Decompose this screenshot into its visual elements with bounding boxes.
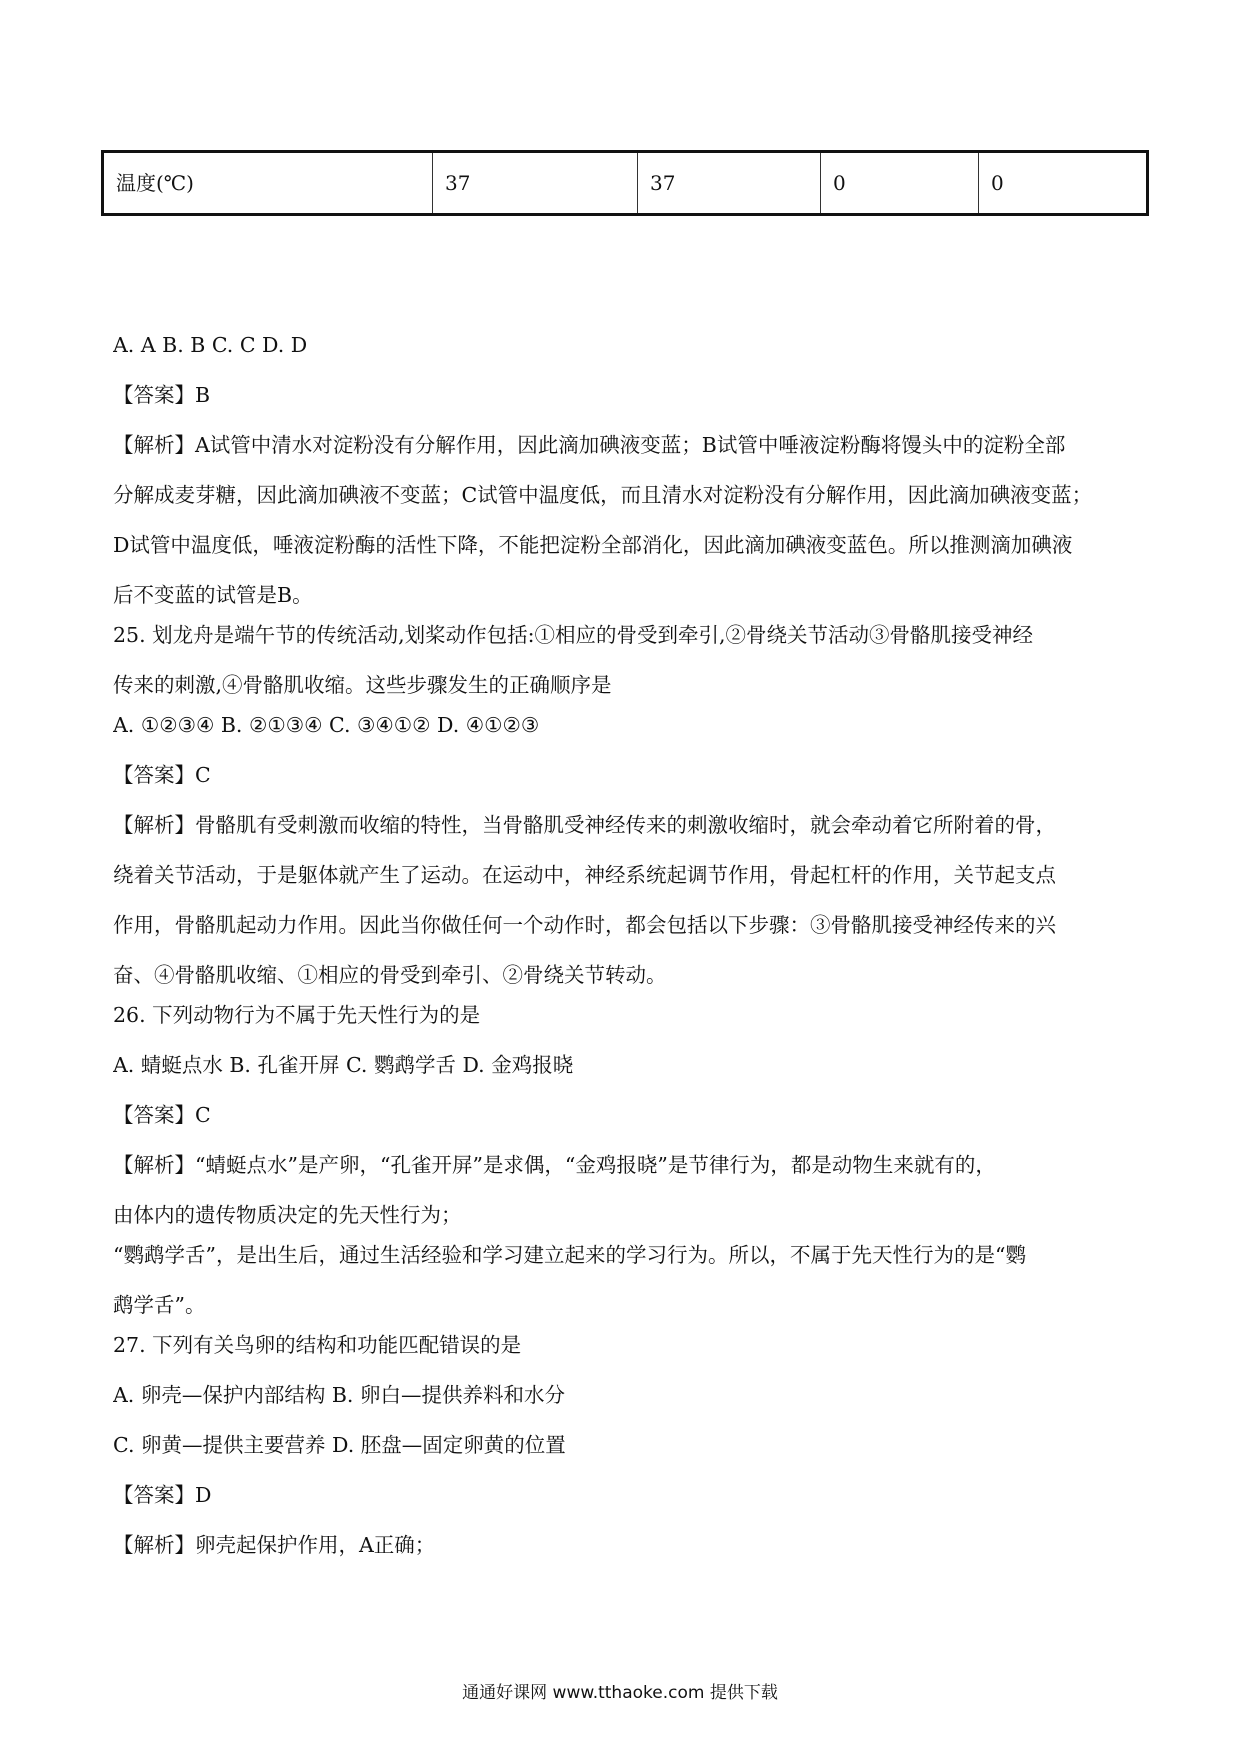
temperature-row — [103, 152, 1148, 215]
page-footer: 通通好课网 www.tthaoke.com 提供下载 — [462, 1683, 778, 1703]
table-cell-d: 0 — [979, 152, 1148, 215]
q25-stem-line-2: 传来的刺激,④骨骼肌收缩。这些步骤发生的正确顺序是 — [113, 673, 612, 697]
temperature-table — [101, 150, 1149, 216]
q24-analysis-line-2: 分解成麦芽糖，因此滴加碘液不变蓝；C试管中温度低，而且清水对淀粉没有分解作用，因此滴加碘液变蓝； — [113, 483, 1093, 507]
document-body — [113, 330, 1143, 1580]
q24-answer: 【答案】B — [113, 383, 211, 407]
q24-analysis-line-1: 【解析】A试管中清水对淀粉没有分解作用，因此滴加碘液变蓝；B试管中唾液淀粉酶将馒头中的淀粉全部 — [113, 433, 1066, 457]
q24-options: A. A B. B C. C D. D — [113, 333, 308, 357]
q26-analysis-line-4: 鹉学舌”。 — [113, 1293, 206, 1317]
q26-options: A. 蜻蜓点水 B. 孔雀开屏 C. 鹦鹉学舌 D. 金鸡报晓 — [113, 1053, 574, 1077]
q25-options: A. ①②③④ B. ②①③④ C. ③④①② D. ④①②③ — [113, 713, 540, 737]
table-cell-b: 37 — [638, 152, 821, 215]
q26-stem: 26. 下列动物行为不属于先天性行为的是 — [113, 1003, 481, 1027]
table-cell-c: 0 — [821, 152, 979, 215]
q25-analysis-line-1: 【解析】骨骼肌有受刺激而收缩的特性，当骨骼肌受神经传来的刺激收缩时，就会牵动着它所附着的骨， — [113, 813, 1056, 837]
q25-analysis-line-3: 作用，骨骼肌起动力作用。因此当你做任何一个动作时，都会包括以下步骤：③骨骼肌接受神经传来的兴 — [113, 913, 1056, 937]
q24-analysis-line-4: 后不变蓝的试管是B。 — [113, 583, 313, 607]
q25-answer: 【答案】C — [113, 763, 211, 787]
table-cell-label: 温度(℃) — [103, 152, 433, 215]
q27-options-row-1: A. 卵壳—保护内部结构 B. 卵白—提供养料和水分 — [113, 1383, 565, 1407]
q24-analysis-line-3: D试管中温度低，唾液淀粉酶的活性下降，不能把淀粉全部消化，因此滴加碘液变蓝色。所以推测滴加碘液 — [113, 533, 1073, 557]
q27-options-row-2: C. 卵黄—提供主要营养 D. 胚盘—固定卵黄的位置 — [113, 1433, 566, 1457]
q26-analysis-line-3: “鹦鹉学舌”，是出生后，通过生活经验和学习建立起来的学习行为。所以，不属于先天性行为的是“鹦 — [113, 1243, 1026, 1267]
q26-analysis-line-1: 【解析】“蜻蜓点水”是产卵，“孔雀开屏”是求偶，“金鸡报晓”是节律行为，都是动物生来就有的， — [113, 1153, 996, 1177]
q26-answer: 【答案】C — [113, 1103, 211, 1127]
q25-analysis-line-2: 绕着关节活动，于是躯体就产生了运动。在运动中，神经系统起调节作用，骨起杠杆的作用，关节起支点 — [113, 863, 1056, 887]
q27-analysis-line-1: 【解析】卵壳起保护作用，A正确； — [113, 1533, 436, 1557]
q26-analysis-line-2: 由体内的遗传物质决定的先天性行为； — [113, 1203, 462, 1227]
q25-analysis-line-4: 奋、④骨骼肌收缩、①相应的骨受到牵引、②骨绕关节转动。 — [113, 963, 667, 987]
q27-answer: 【答案】D — [113, 1483, 212, 1507]
q25-stem-line-1: 25. 划龙舟是端午节的传统活动,划桨动作包括:①相应的骨受到牵引,②骨绕关节活动③骨骼肌接受神经 — [113, 623, 1034, 647]
table-cell-a: 37 — [433, 152, 638, 215]
q27-stem: 27. 下列有关鸟卵的结构和功能匹配错误的是 — [113, 1333, 522, 1357]
